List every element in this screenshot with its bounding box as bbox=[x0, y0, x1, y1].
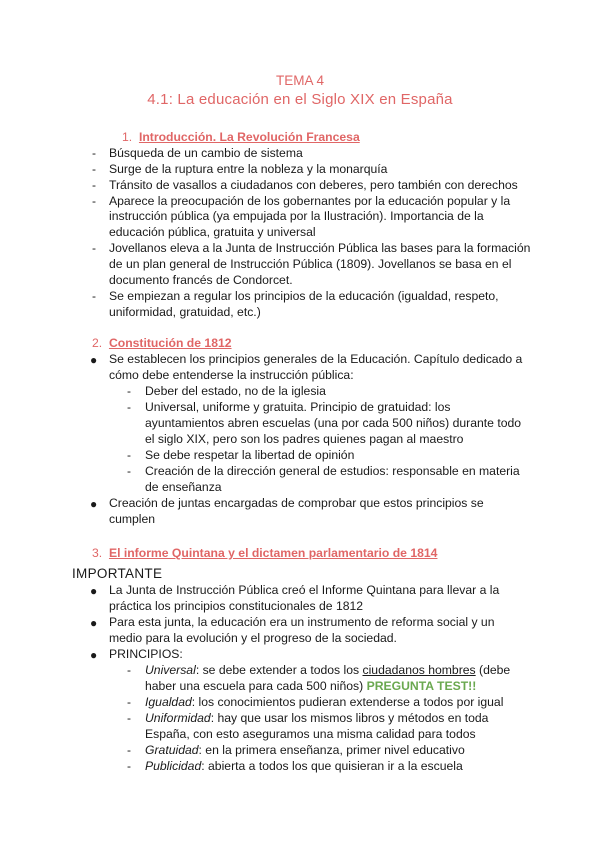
section2-heading bbox=[92, 336, 232, 350]
dash-bullet: - bbox=[127, 695, 131, 709]
principle-term: Publicidad bbox=[145, 759, 202, 773]
test-highlight: PREGUNTA TEST!! bbox=[366, 679, 477, 693]
list-item: Surge de la ruptura entre la nobleza y la monarquía bbox=[109, 162, 388, 176]
tema-heading: TEMA 4 bbox=[275, 73, 324, 88]
principle-term: Igualdad bbox=[145, 695, 192, 709]
dot-bullet: ● bbox=[90, 648, 98, 662]
sub-list-item: Universal, uniforme y gratuita. Principio de gratuidad: los bbox=[145, 400, 451, 414]
section3-heading bbox=[92, 546, 437, 560]
principle-uniformidad: Uniformidad: hay que usar los mismos libros y métodos en toda bbox=[145, 711, 489, 725]
list-item: Jovellanos eleva a la Junta de Instrucción Pública las bases para la formación bbox=[109, 241, 531, 255]
sub-list-item: Creación de la dirección general de estudios: responsable en materia bbox=[145, 464, 520, 478]
sub-list-item-cont: ayuntamientos abren escuelas (una por cada 500 niños) durante todo bbox=[145, 416, 522, 430]
dot-bullet: ● bbox=[90, 497, 98, 511]
principle-uniformidad-cont: España, con esto aseguramos una misma calidad para todos bbox=[145, 727, 476, 741]
dash-bullet: - bbox=[92, 146, 96, 160]
section1-title: Introducción. La Revolución Francesa bbox=[138, 130, 360, 144]
principle-igualdad: Igualdad: los conocimientos pudieran extenderse a todos por igual bbox=[145, 695, 504, 709]
dot-bullet: ● bbox=[90, 353, 98, 367]
list-item-cont: documento francés de Condorcet. bbox=[109, 273, 293, 287]
dash-bullet: - bbox=[127, 759, 131, 773]
dot-bullet: ● bbox=[90, 616, 98, 630]
list-item-cont: práctica los principios constitucionales de 1812 bbox=[109, 599, 364, 613]
dash-bullet: - bbox=[127, 743, 131, 757]
dot-bullet: ● bbox=[90, 584, 98, 598]
dash-bullet: - bbox=[127, 384, 131, 398]
list-item-cont: cómo debe entenderse la instrucción pública: bbox=[109, 368, 354, 382]
dash-bullet: - bbox=[92, 178, 96, 192]
sub-list-item-cont: de enseñanza bbox=[145, 480, 222, 494]
section3-title: El informe Quintana y el dictamen parlamentario de 1814 bbox=[108, 546, 438, 560]
dash-bullet: - bbox=[127, 464, 131, 478]
principle-term: Uniformidad bbox=[145, 711, 211, 725]
section1-heading bbox=[122, 130, 360, 144]
dash-bullet: - bbox=[92, 194, 96, 208]
section1-number: 1. bbox=[122, 130, 133, 144]
list-item-cont: medio para la evolución y el progreso de la sociedad. bbox=[109, 631, 397, 645]
section2-title: Constitución de 1812 bbox=[108, 336, 232, 350]
underlined-term: ciudadanos hombres bbox=[362, 663, 476, 677]
principle-universal: Universal: se debe extender a todos los ciudadanos hombres (debe bbox=[145, 663, 511, 677]
principle-publicidad: Publicidad: abierta a todos los que quisieran ir a la escuela bbox=[145, 759, 463, 773]
important-label: IMPORTANTE bbox=[72, 566, 163, 581]
sub-list-item-cont: el siglo XIX, pero son los padres quienes pagan al maestro bbox=[145, 432, 464, 446]
list-item: Creación de juntas encargadas de comprobar que estos principios se bbox=[109, 496, 484, 510]
list-item-cont: cumplen bbox=[109, 512, 156, 526]
principle-term: Gratuidad bbox=[145, 743, 199, 757]
dash-bullet: - bbox=[92, 162, 96, 176]
list-item: Búsqueda de un cambio de sistema bbox=[109, 146, 303, 160]
dash-bullet: - bbox=[92, 289, 96, 303]
list-item: Para esta junta, la educación era un instrumento de reforma social y un bbox=[109, 615, 495, 629]
list-item: PRINCIPIOS: bbox=[109, 647, 183, 661]
dash-bullet: - bbox=[127, 711, 131, 725]
dash-bullet: - bbox=[127, 400, 131, 414]
list-item-cont: uniformidad, gratuidad, etc.) bbox=[109, 305, 261, 319]
list-item-cont: educación pública, gratuita y universal bbox=[109, 225, 316, 239]
dash-bullet: - bbox=[127, 663, 131, 677]
sub-list-item: Deber del estado, no de la iglesia bbox=[145, 384, 326, 398]
principle-universal-cont: haber una escuela para cada 500 niños) PREGUNTA TEST!! bbox=[145, 679, 477, 693]
list-item-cont: de un plan general de Instrucción Pública (1809). Jovellanos se basa en el bbox=[109, 257, 512, 271]
list-item: Se establecen los principios generales de la Educación. Capítulo dedicado a bbox=[109, 352, 523, 366]
principle-term: Universal bbox=[145, 663, 196, 677]
list-item-cont: instrucción pública (ya empujada por la Ilustración). Importancia de la bbox=[109, 209, 484, 223]
dash-bullet: - bbox=[127, 448, 131, 462]
section2-number: 2. bbox=[92, 336, 103, 350]
list-item: Tránsito de vasallos a ciudadanos con deberes, pero también con derechos bbox=[109, 178, 518, 192]
list-item: La Junta de Instrucción Pública creó el Informe Quintana para llevar a la bbox=[109, 583, 500, 597]
page-title: 4.1: La educación en el Siglo XIX en España bbox=[147, 91, 453, 108]
section3-number: 3. bbox=[92, 546, 103, 560]
dash-bullet: - bbox=[92, 241, 96, 255]
list-item: Se empiezan a regular los principios de la educación (igualdad, respeto, bbox=[109, 289, 499, 303]
principle-gratuidad: Gratuidad: en la primera enseñanza, primer nivel educativo bbox=[145, 743, 465, 757]
sub-list-item: Se debe respetar la libertad de opinión bbox=[145, 448, 355, 462]
list-item: Aparece la preocupación de los gobernantes por la educación popular y la bbox=[109, 194, 511, 208]
